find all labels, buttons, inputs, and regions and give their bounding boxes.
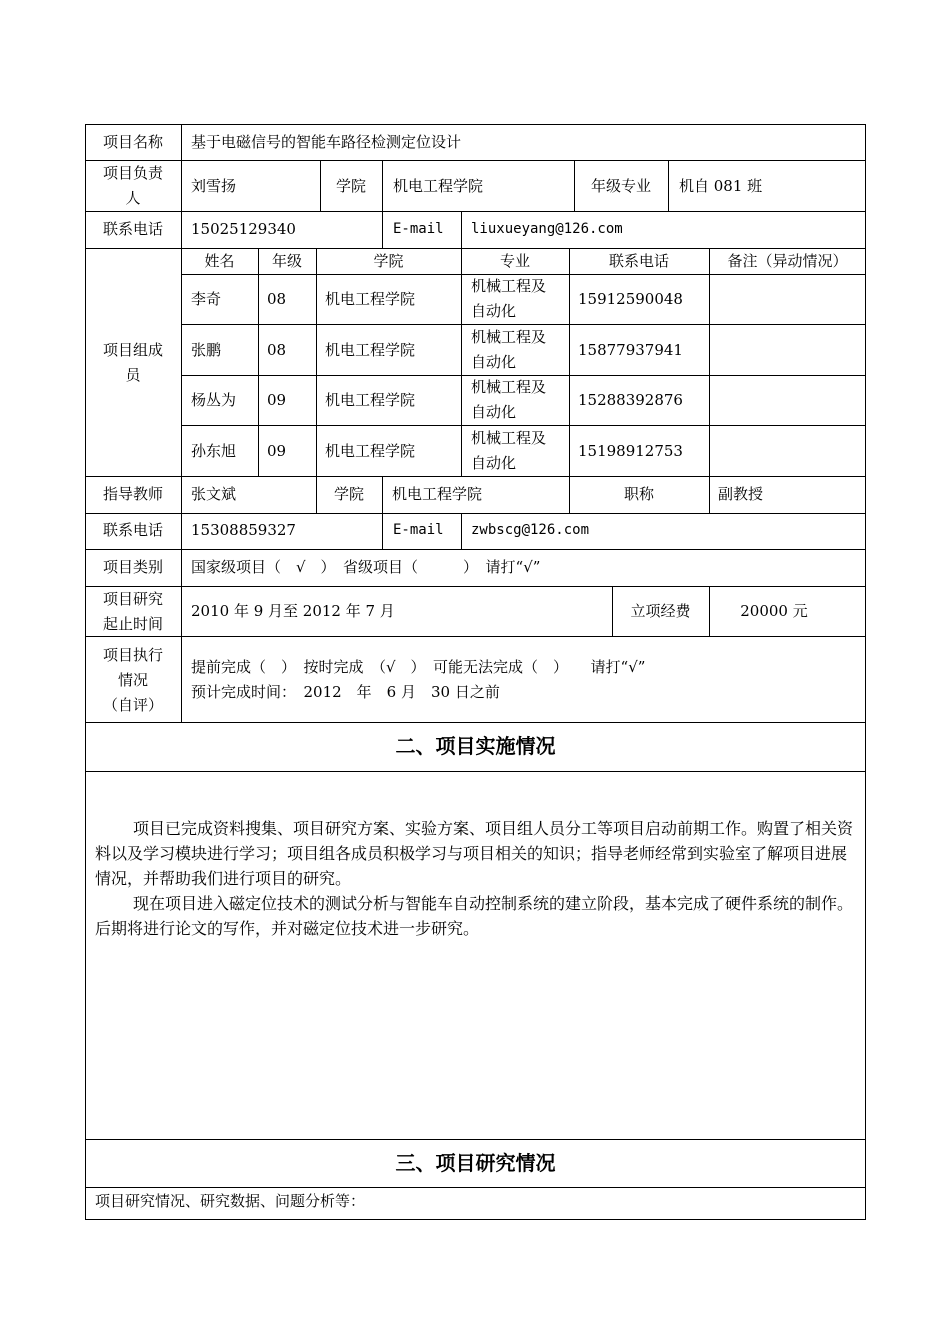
member-major-line1: 机械工程及 <box>471 429 547 447</box>
member-phone: 15877937941 <box>578 341 683 359</box>
leader-name: 刘雪扬 <box>191 177 237 195</box>
member-major-line2: 自动化 <box>471 302 517 320</box>
col-divider <box>668 160 669 211</box>
members-header-note: 备注（异动情况） <box>727 252 848 270</box>
project-name-label: 项目名称 <box>102 133 163 151</box>
col-divider <box>382 160 383 211</box>
grade-value: 机自 081 班 <box>679 177 763 195</box>
leader-label-line2: 人 <box>125 189 141 207</box>
row-divider <box>85 513 866 514</box>
row-divider <box>85 771 866 772</box>
leader-college-label: 学院 <box>335 177 366 195</box>
leader-college-value: 机电工程学院 <box>393 177 484 195</box>
member-major-line1: 机械工程及 <box>471 328 547 346</box>
members-label-line2: 员 <box>125 366 141 384</box>
fund-value: 20000 元 <box>740 602 808 620</box>
advisor-label: 指导教师 <box>102 485 163 503</box>
advisor-title-label: 职称 <box>623 485 654 503</box>
execution-expected-date: 预计完成时间： 2012 年 6 月 30 日之前 <box>191 683 500 701</box>
member-name: 杨丛为 <box>191 391 237 409</box>
advisor-title-value: 副教授 <box>718 485 764 503</box>
period-label-line2: 起止时间 <box>102 615 163 633</box>
member-major-line1: 机械工程及 <box>471 378 547 396</box>
col-divider <box>382 476 383 513</box>
members-header-name: 姓名 <box>204 252 235 270</box>
member-college: 机电工程学院 <box>325 391 416 409</box>
member-major-line1: 机械工程及 <box>471 277 547 295</box>
member-name: 李奇 <box>191 290 222 308</box>
member-grade: 08 <box>267 290 287 308</box>
row-divider <box>85 1187 866 1188</box>
advisor-college-label: 学院 <box>333 485 364 503</box>
project-name-value: 基于电磁信号的智能车路径检测定位设计 <box>191 133 462 151</box>
execution-label-line3: （自评） <box>102 696 163 714</box>
category-value: 国家级项目（ √ ） 省级项目（ ） 请打“√” <box>191 558 541 576</box>
member-phone: 15912590048 <box>578 290 683 308</box>
member-major-line2: 自动化 <box>471 454 517 472</box>
col-divider <box>709 248 710 476</box>
member-name: 孙东旭 <box>191 442 237 460</box>
leader-label-line1: 项目负责 <box>102 164 163 182</box>
advisor-email-label: E-mail <box>393 522 444 538</box>
members-header-college: 学院 <box>373 252 404 270</box>
col-divider <box>461 248 462 476</box>
section3-prompt: 项目研究情况、研究数据、问题分析等： <box>95 1192 366 1210</box>
section2-paragraph: 现在项目进入磁定位技术的测试分析与智能车自动控制系统的建立阶段，基本完成了硬件系统的制作。后期将进行论文的写作，并对磁定位技术进一步研究。 <box>95 894 854 938</box>
advisor-college-value: 机电工程学院 <box>392 485 483 503</box>
execution-label-line2: 情况 <box>117 671 148 689</box>
advisor-phone-label: 联系电话 <box>102 521 163 539</box>
leader-email-label: E-mail <box>393 221 444 237</box>
execution-status: 提前完成（ ） 按时完成 （√ ） 可能无法完成（ ） 请打“√” <box>191 658 646 676</box>
members-label-line1: 项目组成 <box>102 341 163 359</box>
member-phone: 15288392876 <box>578 391 683 409</box>
col-divider <box>461 513 462 549</box>
period-label-line1: 项目研究 <box>102 590 163 608</box>
member-major-line2: 自动化 <box>471 353 517 371</box>
row-divider <box>85 476 866 477</box>
grade-label: 年级专业 <box>590 177 651 195</box>
member-college: 机电工程学院 <box>325 290 416 308</box>
col-divider <box>461 211 462 248</box>
fund-label: 立项经费 <box>630 602 691 620</box>
col-divider <box>382 513 383 549</box>
section2-paragraph: 项目已完成资料搜集、项目研究方案、实验方案、项目组人员分工等项目启动前期工作。购置了相关资料以及学习模块进行学习；项目组各成员积极学习与项目相关的知识；指导老师经常到实验室了解项目进展情况，并帮助我们进行项目的研究。 <box>95 819 854 888</box>
advisor-phone-value: 15308859327 <box>191 521 296 539</box>
execution-label-line1: 项目执行 <box>102 646 163 664</box>
col-divider <box>181 124 182 722</box>
col-divider <box>382 211 383 248</box>
period-value: 2010 年 9 月至 2012 年 7 月 <box>191 602 395 620</box>
advisor-email-value: zwbscg@126.com <box>471 522 590 538</box>
section2-heading: 二、项目实施情况 <box>395 734 556 758</box>
advisor-name: 张文斌 <box>191 485 237 503</box>
members-header-grade: 年级 <box>271 252 302 270</box>
col-divider <box>316 248 317 476</box>
category-label: 项目类别 <box>102 558 163 576</box>
col-divider <box>258 248 259 476</box>
member-grade: 09 <box>267 442 287 460</box>
section3-heading: 三、项目研究情况 <box>395 1151 556 1175</box>
row-divider <box>85 549 866 550</box>
row-divider <box>85 1139 866 1140</box>
row-divider <box>85 722 866 723</box>
leader-phone-value: 15025129340 <box>191 220 296 238</box>
member-grade: 08 <box>267 341 287 359</box>
row-divider <box>85 160 866 161</box>
members-header-major: 专业 <box>499 252 530 270</box>
row-divider <box>85 636 866 637</box>
col-divider <box>709 476 710 513</box>
member-college: 机电工程学院 <box>325 442 416 460</box>
row-divider <box>85 211 866 212</box>
leader-phone-label: 联系电话 <box>102 220 163 238</box>
leader-email-value: liuxueyang@126.com <box>471 221 623 237</box>
members-header-phone: 联系电话 <box>608 252 669 270</box>
member-name: 张鹏 <box>191 341 222 359</box>
member-college: 机电工程学院 <box>325 341 416 359</box>
member-grade: 09 <box>267 391 287 409</box>
member-phone: 15198912753 <box>578 442 683 460</box>
row-divider <box>85 586 866 587</box>
col-divider <box>569 248 570 476</box>
member-major-line2: 自动化 <box>471 403 517 421</box>
